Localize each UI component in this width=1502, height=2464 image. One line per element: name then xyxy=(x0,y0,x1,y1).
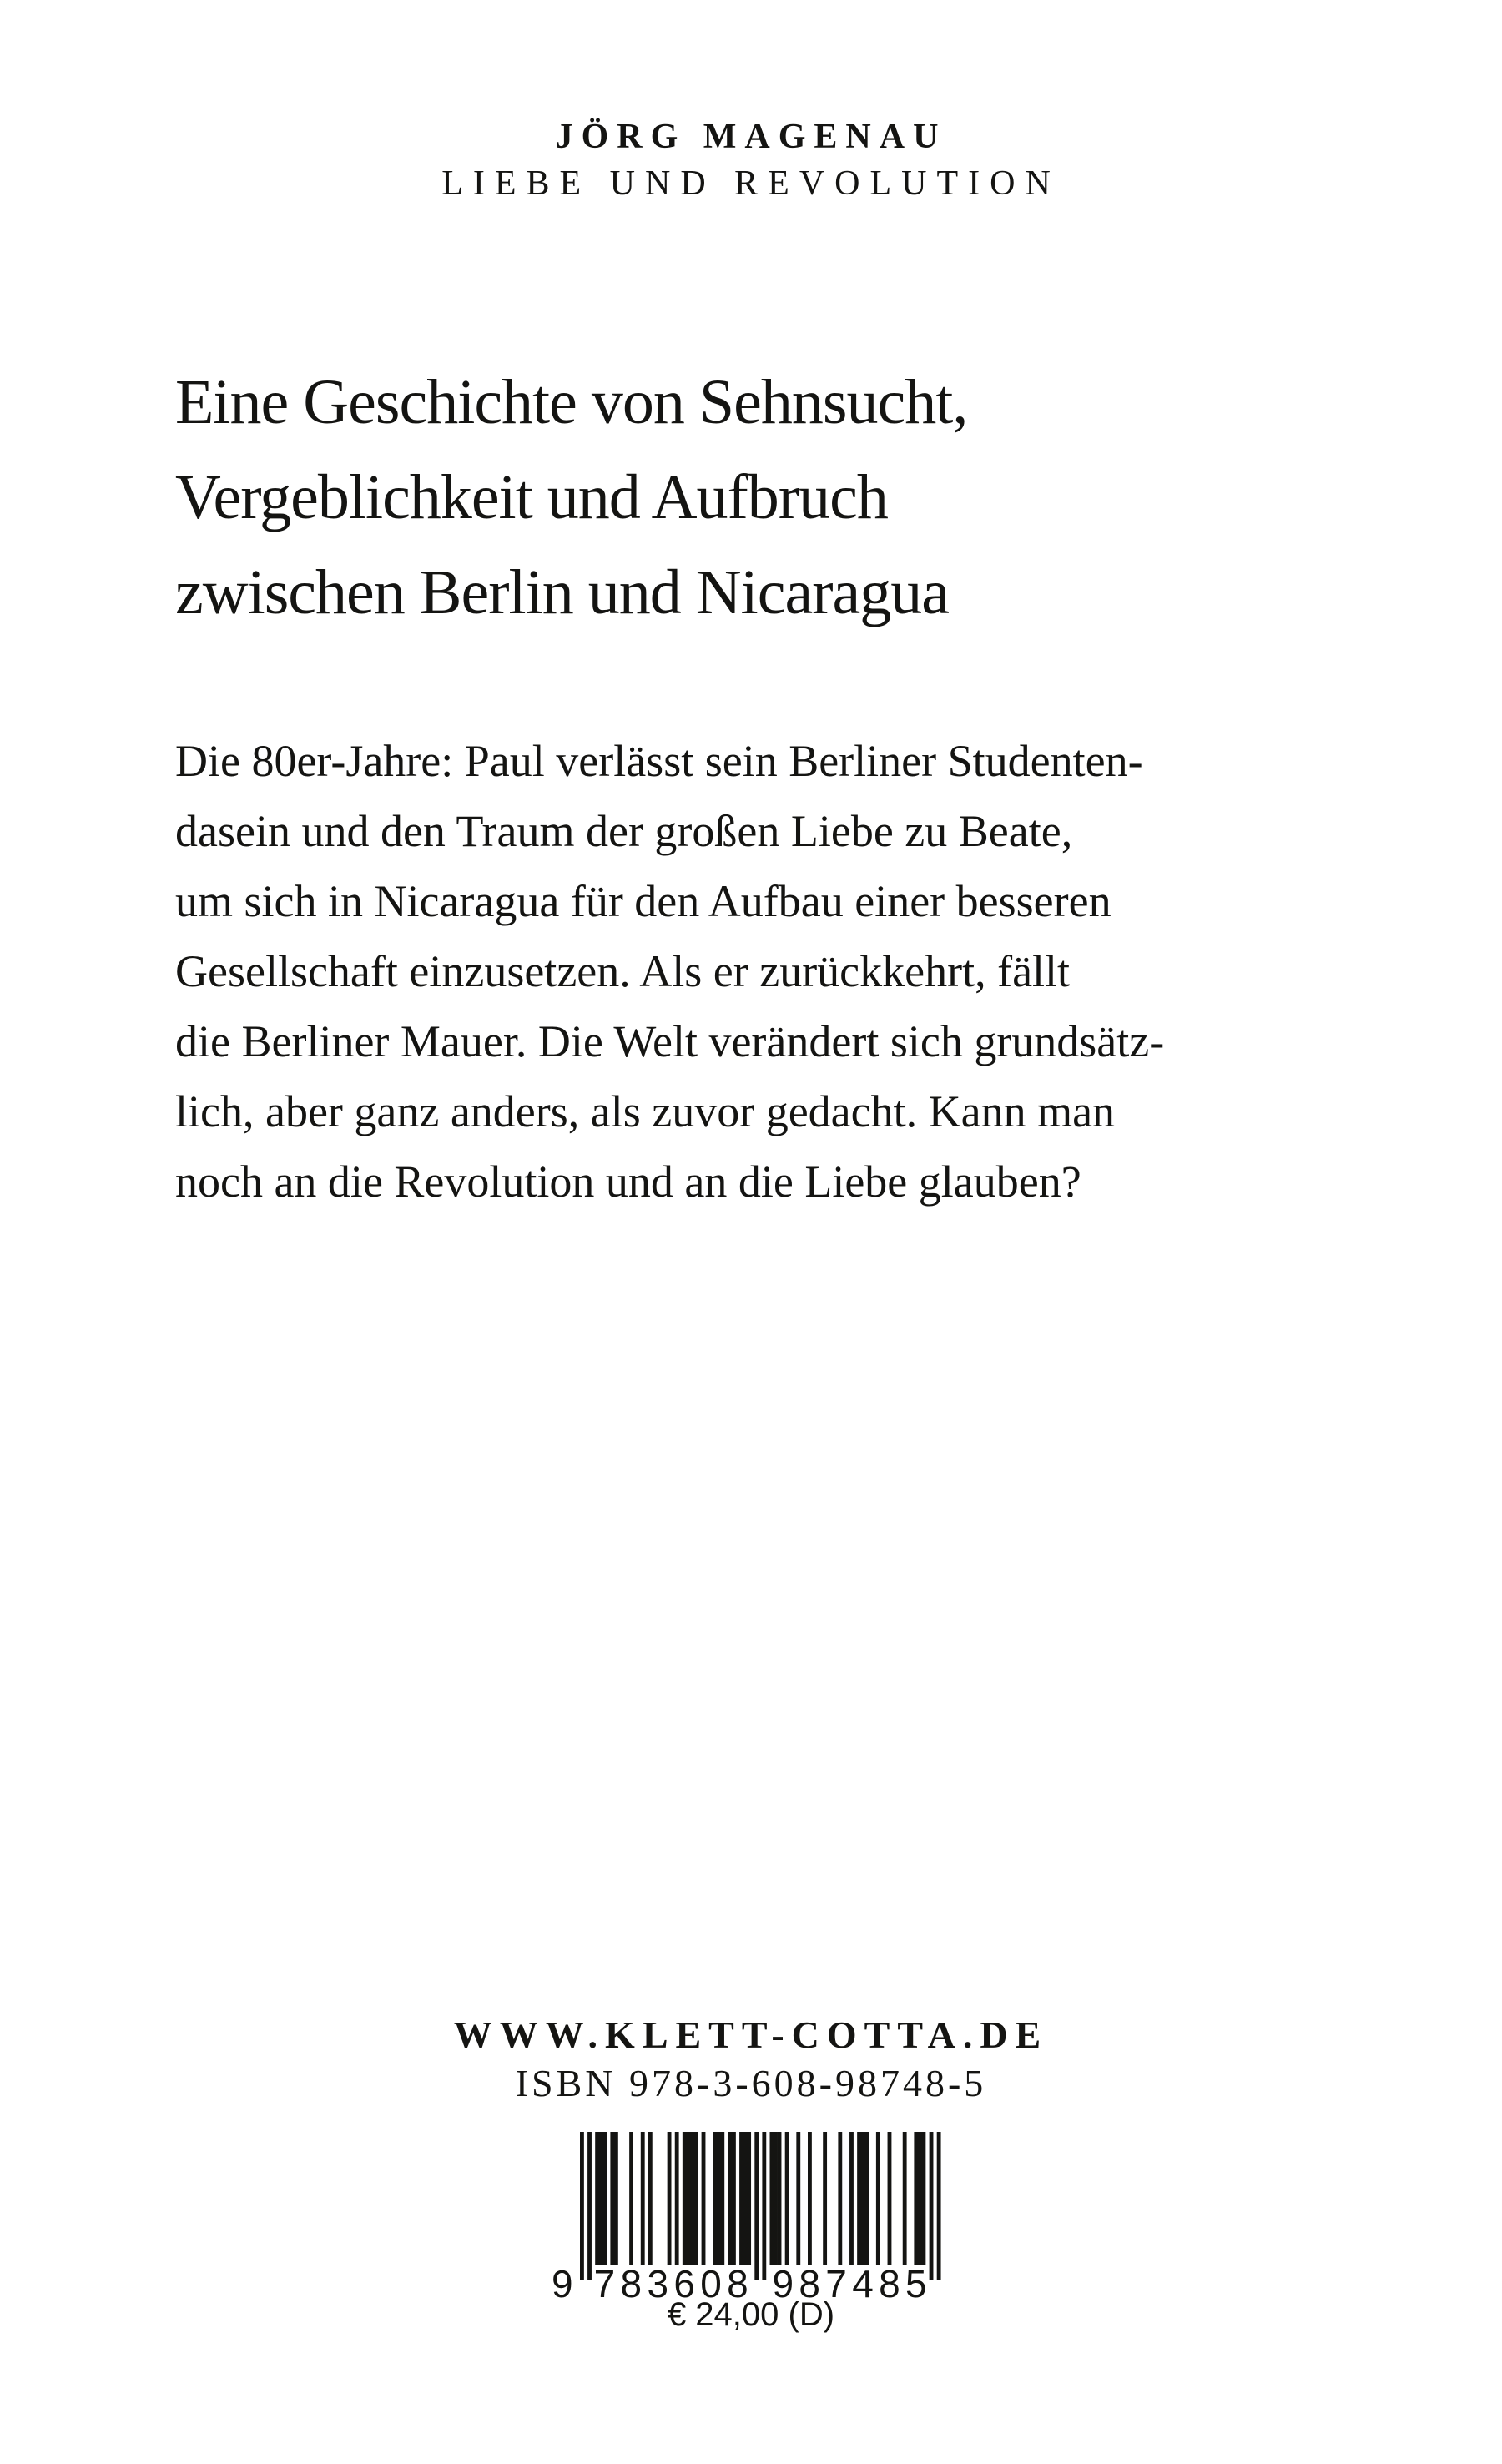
barcode-digits: 987485 xyxy=(772,2262,927,2299)
author-name: JÖRG MAGENAU xyxy=(555,118,947,156)
blurb-line: dasein und den Traum der großen Liebe zu Beate, xyxy=(175,806,1073,856)
blurb-line: Die 80er-Jahre: Paul verlässt sein Berliner Studenten- xyxy=(175,736,1143,786)
barcode-bar xyxy=(747,2132,751,2265)
barcode-bar xyxy=(675,2132,679,2265)
blurb-line: lich, aber ganz anders, als zuvor gedacht. Kann man xyxy=(175,1086,1116,1136)
barcode-bar xyxy=(595,2132,599,2265)
barcode-bar xyxy=(861,2132,865,2265)
barcode-bar xyxy=(838,2132,842,2265)
barcode-digits: 9 xyxy=(552,2262,573,2299)
publisher-website: WWW.KLETT-COTTA.DE xyxy=(453,2013,1049,2056)
blurb-line: Gesellschaft einzusetzen. Als er zurückkehrt, fällt xyxy=(175,946,1071,996)
isbn: ISBN 978-3-608-98748-5 xyxy=(515,2062,987,2104)
barcode-bar xyxy=(918,2132,922,2265)
barcode-bar xyxy=(720,2132,724,2265)
barcode-bar xyxy=(610,2132,614,2265)
barcode-bar xyxy=(922,2132,926,2265)
barcode-bar xyxy=(739,2132,743,2265)
barcode-bar xyxy=(937,2132,941,2280)
blurb-line: die Berliner Mauer. Die Welt verändert sich grundsätz- xyxy=(175,1016,1165,1066)
barcode-bar xyxy=(762,2132,766,2280)
headline-line: zwischen Berlin und Nicaragua xyxy=(175,557,949,627)
barcode-bar xyxy=(770,2132,774,2265)
barcode-bar xyxy=(796,2132,800,2265)
barcode-bar xyxy=(587,2132,592,2280)
barcode-bar xyxy=(702,2132,706,2265)
barcode-bar xyxy=(808,2132,812,2265)
barcode-bar xyxy=(648,2132,653,2265)
barcode-bar xyxy=(914,2132,918,2265)
barcode-bar xyxy=(641,2132,645,2265)
price: € 24,00 (D) xyxy=(667,2296,835,2333)
blurb-line: noch an die Revolution und an die Liebe glauben? xyxy=(175,1156,1081,1207)
barcode-bar xyxy=(580,2132,584,2280)
barcode-bar xyxy=(732,2132,736,2265)
barcode-bar xyxy=(849,2132,854,2265)
book-title: LIEBE UND REVOLUTION xyxy=(441,164,1061,203)
barcode-bar xyxy=(599,2132,603,2265)
barcode-bar xyxy=(774,2132,778,2265)
barcode-bar xyxy=(713,2132,717,2265)
barcode-bar xyxy=(690,2132,694,2265)
barcode-bar xyxy=(785,2132,789,2265)
headline-line: Eine Geschichte von Sehnsucht, xyxy=(175,367,968,437)
barcode-bar xyxy=(686,2132,690,2265)
headline xyxy=(175,355,1343,640)
barcode-bar xyxy=(876,2132,880,2265)
blurb-line: um sich in Nicaragua für den Aufbau einer besseren xyxy=(175,876,1111,926)
barcode-digits: 783608 xyxy=(593,2262,748,2299)
barcode-bar xyxy=(717,2132,721,2265)
barcode-bar xyxy=(778,2132,782,2265)
barcode-bar xyxy=(903,2132,907,2265)
barcode-bar xyxy=(823,2132,827,2265)
barcode-bar xyxy=(683,2132,687,2265)
barcode-bar xyxy=(629,2132,633,2265)
barcode-bar xyxy=(602,2132,607,2265)
barcode-bar xyxy=(864,2132,869,2265)
blurb xyxy=(175,726,1427,1217)
barcode-bar xyxy=(668,2132,672,2265)
barcode-bar xyxy=(694,2132,698,2265)
headline-line: Vergeblichkeit und Aufbruch xyxy=(175,462,888,532)
barcode-bar xyxy=(888,2132,892,2265)
ean13-barcode xyxy=(542,2132,960,2299)
barcode-bar xyxy=(743,2132,748,2265)
barcode-bar xyxy=(857,2132,861,2265)
barcode-bar xyxy=(930,2132,934,2280)
barcode-bar xyxy=(728,2132,732,2265)
barcode-bar xyxy=(614,2132,618,2265)
barcode-bar xyxy=(754,2132,759,2280)
